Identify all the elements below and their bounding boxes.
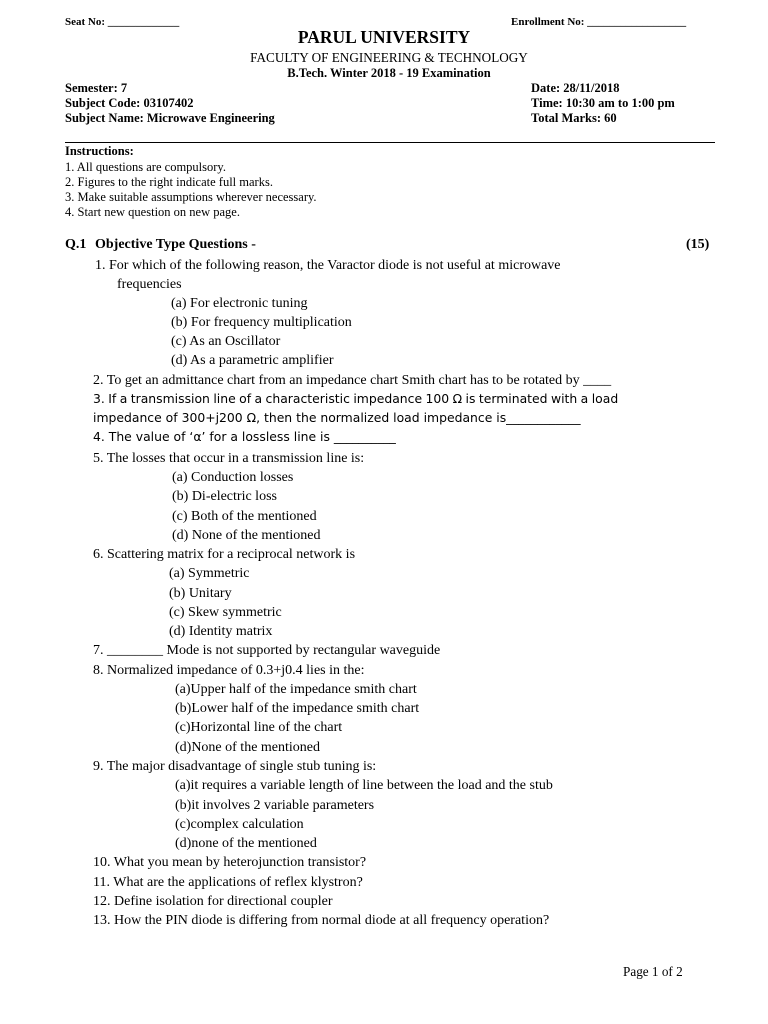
exam-title: B.Tech. Winter 2018 - 19 Examination (287, 66, 491, 80)
question-7: 7. ________ Mode is not supported by rectangular waveguide (93, 643, 441, 658)
option: (a) For electronic tuning (171, 296, 308, 311)
instructions-title: Instructions: (65, 144, 134, 158)
seat-no-field: Seat No: _____________ (65, 16, 180, 28)
total-marks: Total Marks: 60 (531, 111, 617, 125)
option: (c) Skew symmetric (169, 605, 282, 620)
question-5: 5. The losses that occur in a transmission line is: (93, 451, 365, 466)
option: (c) As an Oscillator (171, 334, 281, 349)
exam-date: Date: 28/11/2018 (531, 81, 620, 95)
question-9: 9. The major disadvantage of single stub tuning is: (93, 759, 377, 774)
option: (b) For frequency multiplication (171, 315, 352, 330)
option: (c) Both of the mentioned (172, 509, 317, 524)
question-1: 1. For which of the following reason, the Varactor diode is not useful at microwave (95, 258, 561, 273)
question-3: 3. If a transmission line of a characteristic impedance 100 Ω is terminated with a load (93, 391, 619, 406)
option: (b)Lower half of the impedance smith chart (175, 701, 420, 716)
question-12: 12. Define isolation for directional coupler (93, 894, 333, 909)
question-11: 11. What are the applications of reflex klystron? (93, 875, 363, 890)
faculty-name: FACULTY OF ENGINEERING & TECHNOLOGY (250, 50, 528, 65)
question-number: Q.1 (65, 237, 87, 252)
instruction-item: 2. Figures to the right indicate full marks. (65, 175, 273, 189)
question-6: 6. Scattering matrix for a reciprocal network is (93, 547, 356, 562)
university-name: PARUL UNIVERSITY (297, 27, 471, 47)
option: (d)none of the mentioned (175, 836, 317, 851)
semester: Semester: 7 (65, 81, 128, 95)
question-4: 4. The value of ‘α’ for a lossless line is __________ (93, 429, 396, 444)
subject-name: Subject Name: Microwave Engineering (65, 111, 275, 125)
option: (d) None of the mentioned (172, 528, 321, 543)
header-divider (65, 142, 715, 143)
page-number: Page 1 of 2 (623, 964, 683, 979)
option: (b) Di-electric loss (172, 489, 277, 504)
option: (a)it requires a variable length of line between the load and the stub (175, 778, 553, 793)
option: (a) Symmetric (169, 566, 250, 581)
subject-code: Subject Code: 03107402 (65, 96, 194, 110)
option: (b)it involves 2 variable parameters (175, 798, 375, 813)
section-marks: (15) (686, 237, 710, 252)
question-8: 8. Normalized impedance of 0.3+j0.4 lies in the: (93, 663, 365, 678)
question-1-continued: frequencies (117, 277, 182, 292)
option: (b) Unitary (169, 586, 232, 601)
option: (c)Horizontal line of the chart (175, 720, 343, 735)
instruction-item: 3. Make suitable assumptions wherever necessary. (65, 190, 317, 204)
instruction-item: 4. Start new question on new page. (65, 205, 240, 219)
option: (d)None of the mentioned (175, 740, 321, 755)
option: (d) Identity matrix (169, 624, 273, 639)
instruction-item: 1. All questions are compulsory. (65, 160, 226, 174)
exam-time: Time: 10:30 am to 1:00 pm (531, 96, 675, 110)
option: (c)complex calculation (175, 817, 304, 832)
option: (d) As a parametric amplifier (171, 353, 334, 368)
enrollment-no-field: Enrollment No: __________________ (511, 16, 687, 28)
question-3-continued: impedance of 300+j200 Ω, then the normalized load impedance is____________ (93, 410, 581, 425)
question-10: 10. What you mean by heterojunction transistor? (93, 855, 367, 870)
question-2: 2. To get an admittance chart from an impedance chart Smith chart has to be rotated by ____ (93, 373, 612, 388)
question-13: 13. How the PIN diode is differing from normal diode at all frequency operation? (93, 913, 550, 928)
option: (a)Upper half of the impedance smith chart (175, 682, 417, 697)
option: (a) Conduction losses (172, 470, 294, 485)
section-title: Objective Type Questions - (95, 237, 256, 252)
